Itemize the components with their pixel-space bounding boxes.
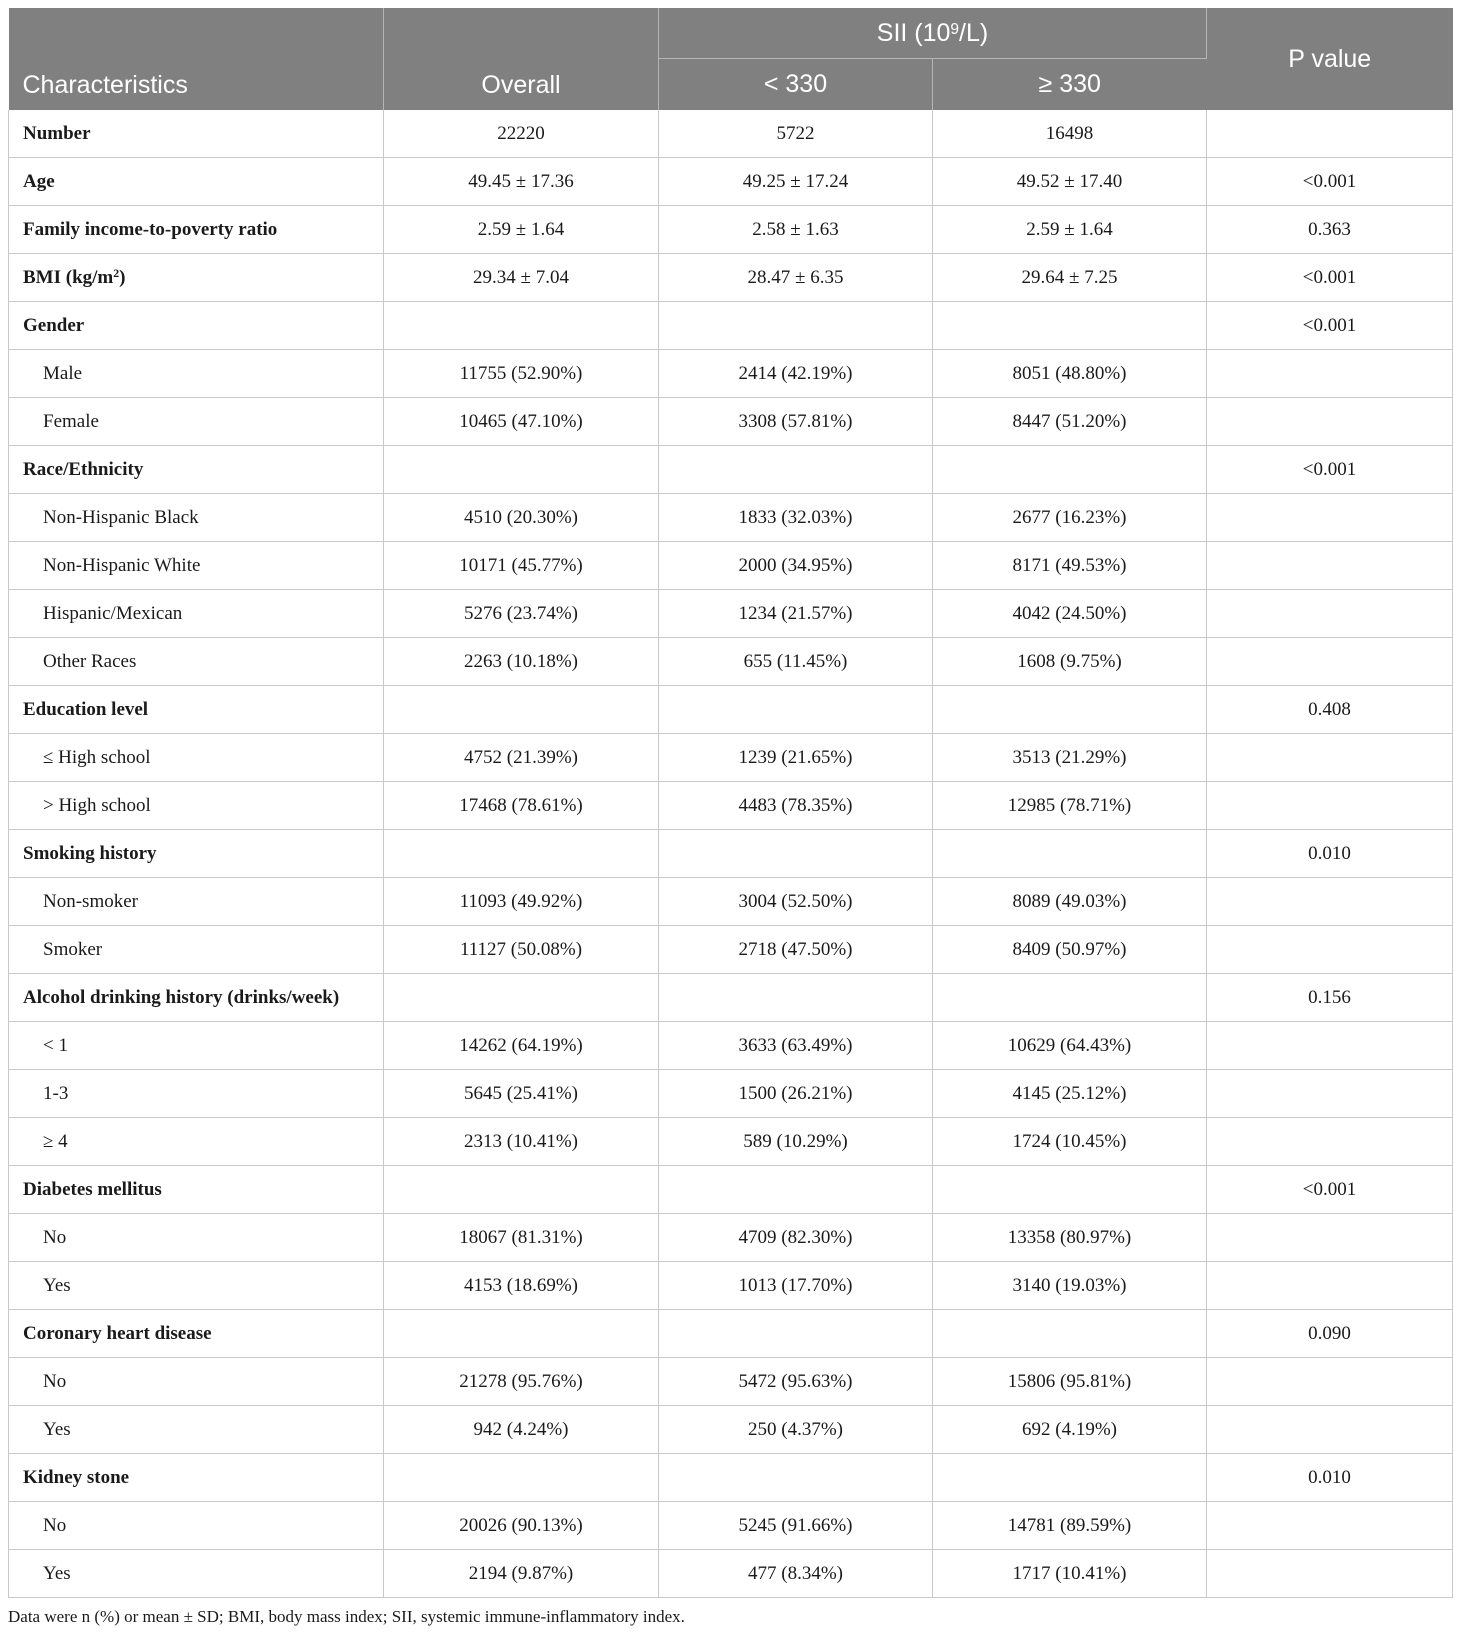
cell-sii-lt-330: 3633 (63.49%) <box>659 1022 933 1070</box>
row-label-text: Male <box>43 362 83 384</box>
table-row <box>9 638 1453 686</box>
row-label <box>9 926 384 974</box>
cell-p-value <box>1207 494 1453 542</box>
row-label-text: Female <box>43 410 99 432</box>
header-p-value: P value <box>1207 8 1453 110</box>
cell-sii-lt-330: 4709 (82.30%) <box>659 1214 933 1262</box>
row-label-text: No <box>43 1514 67 1536</box>
cell-overall: 2313 (10.41%) <box>384 1118 659 1166</box>
table-row <box>9 686 1453 734</box>
row-label-text: Non-smoker <box>43 890 138 912</box>
cell-sii-lt-330 <box>659 686 933 734</box>
header-characteristics: Characteristics <box>9 8 384 110</box>
cell-sii-ge-330: 29.64 ± 7.25 <box>933 254 1207 302</box>
cell-overall <box>384 974 659 1022</box>
row-label <box>9 830 384 878</box>
cell-p-value <box>1207 1358 1453 1406</box>
cell-sii-ge-330 <box>933 1454 1207 1502</box>
table-row <box>9 1502 1453 1550</box>
row-label <box>9 398 384 446</box>
cell-sii-lt-330: 655 (11.45%) <box>659 638 933 686</box>
cell-overall: 21278 (95.76%) <box>384 1358 659 1406</box>
table-row <box>9 254 1453 302</box>
table-row <box>9 878 1453 926</box>
cell-sii-ge-330: 8051 (48.80%) <box>933 350 1207 398</box>
table-container <box>8 8 1452 1627</box>
cell-sii-lt-330: 1500 (26.21%) <box>659 1070 933 1118</box>
cell-sii-lt-330: 2414 (42.19%) <box>659 350 933 398</box>
header-sii-prefix: SII (10 <box>876 18 951 47</box>
row-label <box>9 974 384 1022</box>
cell-sii-ge-330 <box>933 1166 1207 1214</box>
cell-sii-ge-330 <box>933 1310 1207 1358</box>
cell-p-value: 0.010 <box>1207 1454 1453 1502</box>
cell-sii-lt-330: 5472 (95.63%) <box>659 1358 933 1406</box>
cell-overall: 22220 <box>384 110 659 158</box>
cell-sii-ge-330: 8171 (49.53%) <box>933 542 1207 590</box>
row-label <box>9 1262 384 1310</box>
row-label-text: Kidney stone <box>23 1466 130 1488</box>
cell-sii-ge-330: 10629 (64.43%) <box>933 1022 1207 1070</box>
cell-overall: 2263 (10.18%) <box>384 638 659 686</box>
row-label-text: Family income-to-poverty ratio <box>23 218 278 240</box>
cell-p-value <box>1207 878 1453 926</box>
cell-sii-ge-330 <box>933 446 1207 494</box>
header-sii-suffix: /L) <box>959 18 989 47</box>
row-label-text: Alcohol drinking history (drinks/week) <box>23 986 340 1008</box>
cell-overall: 4153 (18.69%) <box>384 1262 659 1310</box>
cell-overall: 17468 (78.61%) <box>384 782 659 830</box>
row-label-text: BMI (kg/m <box>23 266 114 288</box>
characteristics-table <box>8 8 1453 1598</box>
cell-sii-lt-330: 28.47 ± 6.35 <box>659 254 933 302</box>
header-sii-group <box>659 8 1207 59</box>
cell-sii-ge-330: 49.52 ± 17.40 <box>933 158 1207 206</box>
row-label-text: Gender <box>23 314 85 336</box>
cell-p-value: <0.001 <box>1207 158 1453 206</box>
table-row <box>9 446 1453 494</box>
cell-sii-lt-330: 589 (10.29%) <box>659 1118 933 1166</box>
cell-sii-lt-330: 250 (4.37%) <box>659 1406 933 1454</box>
cell-sii-ge-330: 1717 (10.41%) <box>933 1550 1207 1598</box>
row-label <box>9 1166 384 1214</box>
cell-p-value <box>1207 1022 1453 1070</box>
row-label <box>9 1406 384 1454</box>
cell-sii-lt-330: 49.25 ± 17.24 <box>659 158 933 206</box>
cell-overall: 4752 (21.39%) <box>384 734 659 782</box>
cell-overall: 10465 (47.10%) <box>384 398 659 446</box>
row-label <box>9 542 384 590</box>
cell-sii-lt-330: 2.58 ± 1.63 <box>659 206 933 254</box>
cell-p-value <box>1207 542 1453 590</box>
cell-sii-ge-330: 13358 (80.97%) <box>933 1214 1207 1262</box>
table-row <box>9 110 1453 158</box>
cell-sii-lt-330: 1239 (21.65%) <box>659 734 933 782</box>
table-row <box>9 1166 1453 1214</box>
cell-sii-lt-330: 5722 <box>659 110 933 158</box>
cell-p-value: 0.156 <box>1207 974 1453 1022</box>
row-label <box>9 1022 384 1070</box>
cell-p-value: <0.001 <box>1207 1166 1453 1214</box>
table-body <box>9 110 1453 1598</box>
cell-sii-ge-330: 15806 (95.81%) <box>933 1358 1207 1406</box>
cell-p-value <box>1207 1502 1453 1550</box>
cell-overall: 11127 (50.08%) <box>384 926 659 974</box>
row-label <box>9 878 384 926</box>
cell-sii-ge-330: 3513 (21.29%) <box>933 734 1207 782</box>
cell-overall: 5645 (25.41%) <box>384 1070 659 1118</box>
cell-sii-lt-330 <box>659 974 933 1022</box>
row-label-text: 1-3 <box>43 1082 69 1104</box>
cell-sii-lt-330: 1234 (21.57%) <box>659 590 933 638</box>
row-label-text: Yes <box>43 1274 71 1296</box>
cell-sii-ge-330: 8089 (49.03%) <box>933 878 1207 926</box>
cell-overall: 5276 (23.74%) <box>384 590 659 638</box>
cell-p-value <box>1207 1262 1453 1310</box>
cell-sii-lt-330 <box>659 1310 933 1358</box>
row-label <box>9 1070 384 1118</box>
cell-sii-ge-330: 4145 (25.12%) <box>933 1070 1207 1118</box>
row-label <box>9 1118 384 1166</box>
table-row <box>9 1310 1453 1358</box>
cell-p-value: <0.001 <box>1207 302 1453 350</box>
cell-overall <box>384 446 659 494</box>
cell-p-value: 0.010 <box>1207 830 1453 878</box>
row-label <box>9 1310 384 1358</box>
cell-p-value <box>1207 638 1453 686</box>
cell-sii-lt-330: 5245 (91.66%) <box>659 1502 933 1550</box>
table-row <box>9 206 1453 254</box>
row-label <box>9 734 384 782</box>
table-row <box>9 1454 1453 1502</box>
row-label-text: Race/Ethnicity <box>23 458 144 480</box>
row-label-text: > High school <box>43 794 151 816</box>
row-label-text: ≥ 4 <box>43 1130 68 1152</box>
cell-p-value <box>1207 398 1453 446</box>
cell-sii-lt-330: 3004 (52.50%) <box>659 878 933 926</box>
row-label <box>9 494 384 542</box>
row-label <box>9 1550 384 1598</box>
row-label <box>9 1454 384 1502</box>
table-row <box>9 926 1453 974</box>
cell-sii-lt-330: 2000 (34.95%) <box>659 542 933 590</box>
cell-sii-ge-330: 1608 (9.75%) <box>933 638 1207 686</box>
table-row <box>9 590 1453 638</box>
row-label-text: Other Races <box>43 650 137 672</box>
cell-p-value <box>1207 110 1453 158</box>
cell-p-value <box>1207 1550 1453 1598</box>
table-row <box>9 1262 1453 1310</box>
row-label <box>9 782 384 830</box>
cell-p-value: 0.090 <box>1207 1310 1453 1358</box>
table-row <box>9 1550 1453 1598</box>
header-sii-ge-330: ≥ 330 <box>933 59 1207 111</box>
row-label <box>9 158 384 206</box>
cell-sii-lt-330: 2718 (47.50%) <box>659 926 933 974</box>
table-row <box>9 542 1453 590</box>
cell-sii-lt-330 <box>659 446 933 494</box>
table-row <box>9 302 1453 350</box>
row-label <box>9 446 384 494</box>
cell-p-value: <0.001 <box>1207 446 1453 494</box>
row-label <box>9 254 384 302</box>
row-label <box>9 110 384 158</box>
row-label <box>9 302 384 350</box>
table-row <box>9 1406 1453 1454</box>
cell-sii-ge-330 <box>933 686 1207 734</box>
cell-overall <box>384 302 659 350</box>
row-label <box>9 1214 384 1262</box>
row-label <box>9 350 384 398</box>
cell-p-value: 0.363 <box>1207 206 1453 254</box>
table-header <box>9 8 1453 110</box>
row-label <box>9 1502 384 1550</box>
cell-sii-ge-330 <box>933 830 1207 878</box>
cell-sii-lt-330 <box>659 302 933 350</box>
table-row <box>9 734 1453 782</box>
row-label-text: Number <box>23 122 91 144</box>
table-row <box>9 974 1453 1022</box>
row-label <box>9 206 384 254</box>
table-footnote: Data were n (%) or mean ± SD; BMI, body mass index; SII, systemic immune-inflammatory index. <box>8 1607 685 1626</box>
table-row <box>9 782 1453 830</box>
cell-p-value: <0.001 <box>1207 254 1453 302</box>
cell-p-value <box>1207 1118 1453 1166</box>
cell-overall: 4510 (20.30%) <box>384 494 659 542</box>
cell-sii-ge-330: 8409 (50.97%) <box>933 926 1207 974</box>
row-label-text: Smoker <box>43 938 103 960</box>
cell-overall: 11755 (52.90%) <box>384 350 659 398</box>
cell-sii-ge-330: 692 (4.19%) <box>933 1406 1207 1454</box>
table-row <box>9 1070 1453 1118</box>
row-label-superscript: 2 <box>113 267 120 281</box>
cell-p-value <box>1207 350 1453 398</box>
cell-overall: 942 (4.24%) <box>384 1406 659 1454</box>
cell-sii-ge-330: 2677 (16.23%) <box>933 494 1207 542</box>
cell-sii-ge-330: 16498 <box>933 110 1207 158</box>
row-label-text: Education level <box>23 698 149 720</box>
table-row <box>9 1118 1453 1166</box>
row-label-text: ≤ High school <box>43 746 151 768</box>
cell-overall <box>384 1166 659 1214</box>
cell-sii-ge-330: 12985 (78.71%) <box>933 782 1207 830</box>
row-label-text: Yes <box>43 1418 71 1440</box>
cell-sii-lt-330: 1833 (32.03%) <box>659 494 933 542</box>
cell-overall: 11093 (49.92%) <box>384 878 659 926</box>
header-sii-lt-330: < 330 <box>659 59 933 111</box>
cell-sii-lt-330 <box>659 830 933 878</box>
cell-overall <box>384 1454 659 1502</box>
cell-sii-lt-330 <box>659 1454 933 1502</box>
row-label <box>9 590 384 638</box>
row-label-text: < 1 <box>43 1034 68 1056</box>
table-row <box>9 158 1453 206</box>
table-row <box>9 494 1453 542</box>
cell-sii-ge-330: 3140 (19.03%) <box>933 1262 1207 1310</box>
table-row <box>9 1214 1453 1262</box>
header-sii-exponent: 9 <box>950 20 960 38</box>
cell-p-value <box>1207 1406 1453 1454</box>
row-label-text: Diabetes mellitus <box>23 1178 162 1200</box>
cell-p-value <box>1207 926 1453 974</box>
cell-overall <box>384 830 659 878</box>
row-label-text: Yes <box>43 1562 71 1584</box>
cell-overall: 49.45 ± 17.36 <box>384 158 659 206</box>
cell-overall: 29.34 ± 7.04 <box>384 254 659 302</box>
cell-overall: 2.59 ± 1.64 <box>384 206 659 254</box>
cell-sii-ge-330 <box>933 974 1207 1022</box>
cell-overall: 2194 (9.87%) <box>384 1550 659 1598</box>
row-label <box>9 1358 384 1406</box>
row-label <box>9 638 384 686</box>
cell-sii-lt-330: 1013 (17.70%) <box>659 1262 933 1310</box>
row-label-text: Non-Hispanic White <box>43 554 201 576</box>
cell-p-value <box>1207 1070 1453 1118</box>
cell-p-value <box>1207 734 1453 782</box>
row-label <box>9 686 384 734</box>
cell-overall: 14262 (64.19%) <box>384 1022 659 1070</box>
table-row <box>9 1022 1453 1070</box>
row-label-text: Coronary heart disease <box>23 1322 212 1344</box>
cell-sii-ge-330 <box>933 302 1207 350</box>
row-label-text: Non-Hispanic Black <box>43 506 199 528</box>
cell-sii-lt-330: 4483 (78.35%) <box>659 782 933 830</box>
row-label-text: Hispanic/Mexican <box>43 602 183 624</box>
cell-p-value <box>1207 782 1453 830</box>
row-label-text: Smoking history <box>23 842 157 864</box>
cell-p-value <box>1207 1214 1453 1262</box>
cell-sii-ge-330: 14781 (89.59%) <box>933 1502 1207 1550</box>
cell-overall: 10171 (45.77%) <box>384 542 659 590</box>
row-label-text: No <box>43 1226 67 1248</box>
cell-sii-lt-330: 3308 (57.81%) <box>659 398 933 446</box>
table-row <box>9 350 1453 398</box>
cell-sii-lt-330: 477 (8.34%) <box>659 1550 933 1598</box>
cell-overall <box>384 1310 659 1358</box>
header-overall: Overall <box>384 8 659 110</box>
cell-overall: 18067 (81.31%) <box>384 1214 659 1262</box>
cell-overall: 20026 (90.13%) <box>384 1502 659 1550</box>
cell-sii-ge-330: 2.59 ± 1.64 <box>933 206 1207 254</box>
row-label-text: Age <box>23 170 55 192</box>
cell-sii-ge-330: 4042 (24.50%) <box>933 590 1207 638</box>
cell-p-value: 0.408 <box>1207 686 1453 734</box>
cell-sii-lt-330 <box>659 1166 933 1214</box>
cell-overall <box>384 686 659 734</box>
row-label-suffix: ) <box>119 266 126 288</box>
cell-sii-ge-330: 1724 (10.45%) <box>933 1118 1207 1166</box>
cell-sii-ge-330: 8447 (51.20%) <box>933 398 1207 446</box>
table-row <box>9 398 1453 446</box>
row-label-text: No <box>43 1370 67 1392</box>
cell-p-value <box>1207 590 1453 638</box>
table-row <box>9 830 1453 878</box>
table-row <box>9 1358 1453 1406</box>
